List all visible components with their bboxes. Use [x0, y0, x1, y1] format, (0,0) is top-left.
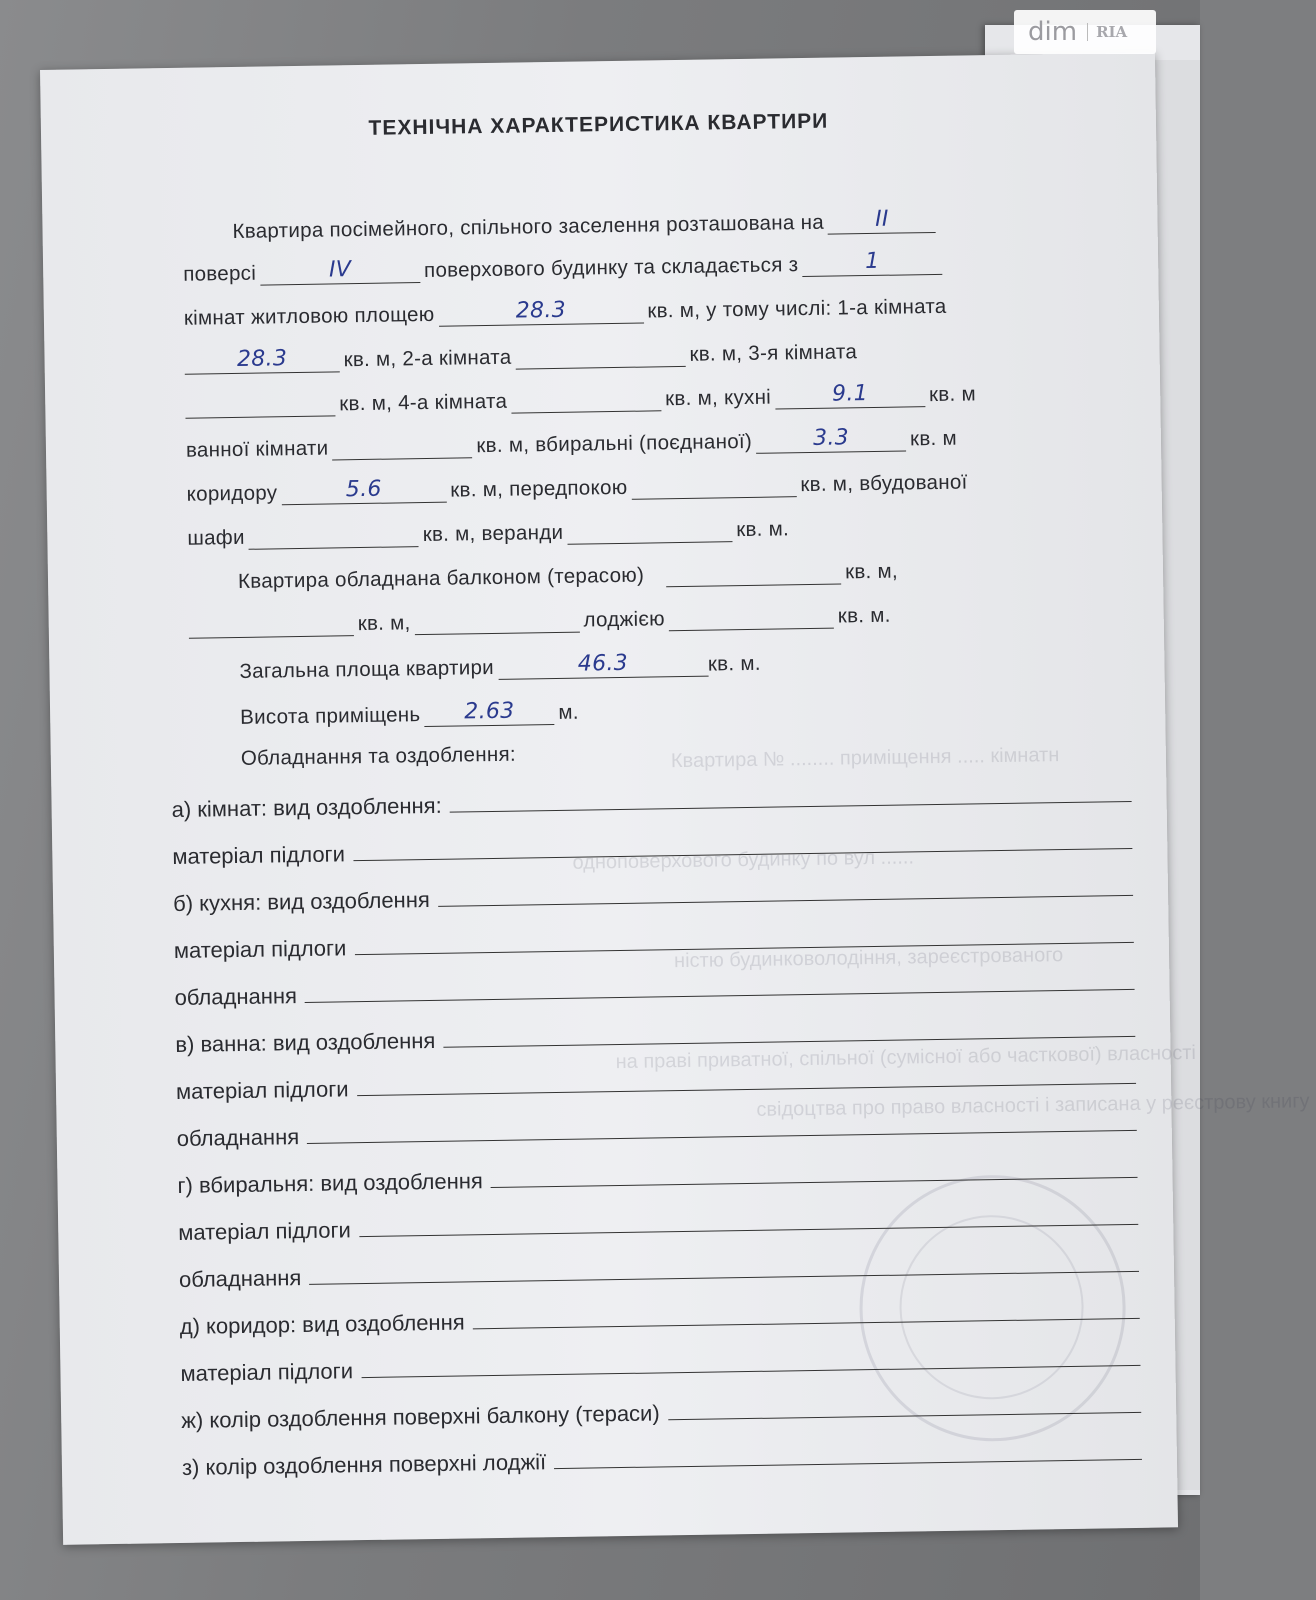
form-line-3 [184, 289, 1114, 338]
finish-item-toilet: г) вбиральня: вид оздоблення [177, 1144, 1138, 1199]
label: кв. м, вбиральні (поєднаної) [476, 429, 753, 458]
room3-area-value [185, 389, 335, 418]
form-line-12 [240, 688, 1170, 737]
label: ванної кімнати [185, 436, 329, 462]
blank-line [450, 800, 1132, 813]
blank-line [305, 988, 1135, 1003]
bathroom-area-value [332, 431, 472, 460]
label: кв. м. [736, 517, 790, 542]
blank-line [668, 1411, 1141, 1420]
blank-line [307, 1129, 1137, 1144]
label: Квартира посімейного, спільного заселення розташована на [232, 210, 825, 243]
finish-item-rooms-floor: матеріал підлоги [172, 815, 1133, 870]
label: кв. м, вбудованої [800, 470, 968, 497]
page-title: ТЕХНІЧНА ХАРАКТЕРИСТИКА КВАРТИРИ [368, 109, 829, 140]
label: кв. м, 2-а кімната [343, 345, 512, 372]
finish-item-bath: в) ванна: вид оздоблення [175, 1003, 1136, 1058]
form-line-11 [239, 642, 1169, 691]
corridor-area-value: 5.6 [281, 476, 446, 506]
label: поверхового будинку та складається з [423, 253, 799, 282]
label: кв. м, 3-я кімната [689, 340, 858, 366]
bleed-through-text: одноповерхового будинку по вул ...... [572, 846, 915, 874]
terrace-area-value [414, 606, 579, 636]
watermark-sub: RIA [1087, 23, 1127, 41]
finish-item-bath-equipment: обладнання [176, 1097, 1137, 1152]
finish-item-kitchen-equipment: обладнання [174, 956, 1135, 1011]
room4-area-value [511, 384, 661, 413]
bleed-through-text: свідоцтва про право власності і записана у реєстрову книгу [756, 1090, 1310, 1121]
toilet-area-value: 3.3 [756, 424, 906, 453]
label: кв. м. [707, 651, 761, 676]
finish-item-corridor-floor: матеріал підлоги [180, 1332, 1141, 1387]
finish-item-balcony-color: ж) колір оздоблення поверхні балкону (тераси) [181, 1379, 1142, 1434]
form-line-8 [187, 509, 1117, 558]
document-page [40, 52, 1310, 1544]
watermark-logo [1014, 10, 1156, 54]
building-floors-value: IV [260, 256, 420, 286]
label: м. [558, 700, 579, 724]
label: Висота приміщень [240, 703, 421, 729]
label: лоджією [583, 607, 666, 632]
form-line-9 [238, 552, 1168, 601]
label: Квартира обладнана балконом (терасою) [237, 563, 645, 593]
total-area-value: 46.3 [498, 650, 708, 680]
label: кімнат житловою площею [183, 302, 435, 330]
blank-line [353, 847, 1132, 861]
room1-area-value: 28.3 [184, 345, 339, 374]
finish-item-toilet-floor: матеріал підлоги [178, 1191, 1139, 1246]
living-area-value: 28.3 [438, 297, 643, 327]
form-line-10 [189, 597, 1119, 646]
finish-item-kitchen-floor: матеріал підлоги [173, 909, 1134, 964]
label: кв. м, [844, 559, 899, 584]
rooms-count-value: 1 [802, 248, 942, 277]
label: коридору [186, 481, 278, 506]
bleed-through-text: на праві приватної, спільної (сумісної або часткової) власності [615, 1041, 1197, 1074]
finish-item-toilet-equipment: обладнання [179, 1238, 1140, 1293]
closets-area-value [249, 520, 419, 550]
form-line-7 [186, 465, 1116, 514]
form-line-6 [186, 421, 1116, 470]
label: кв. м, у тому числі: 1-а кімната [647, 294, 947, 323]
room2-area-value [515, 340, 685, 370]
label: кв. м, веранди [422, 520, 564, 547]
bleed-through-text: Квартира № ........ приміщення ..... кімнатн [670, 744, 1060, 773]
floor-value: ІІ [828, 206, 936, 235]
balcony-area-value [666, 557, 841, 587]
label: кв. м, [357, 611, 411, 636]
veranda-area-value [567, 515, 732, 545]
form-line-5 [185, 377, 1115, 426]
finish-item-bath-floor: матеріал підлоги [176, 1050, 1137, 1105]
label: кв. м, кухні [664, 385, 772, 411]
label: кв. м [928, 382, 977, 407]
finish-item-kitchen: б) кухня: вид оздоблення [173, 862, 1134, 917]
label: Загальна площа квартири [239, 655, 495, 683]
form-line-1 [232, 202, 1162, 251]
form-line-2 [183, 245, 1113, 294]
finish-item-rooms: а) кімнат: вид оздоблення: [171, 768, 1132, 823]
hallway-area-value [631, 470, 796, 500]
loggia-area-value [669, 602, 834, 632]
blank-line [438, 894, 1133, 907]
ceiling-height-value: 2.63 [424, 698, 554, 727]
label: поверсі [183, 261, 257, 286]
label: кв. м, 4-а кімната [339, 389, 508, 416]
form-line-4 [184, 333, 1114, 382]
finish-item-loggia-color: з) колір оздоблення поверхні лоджії [182, 1426, 1143, 1481]
watermark-brand: dim [1028, 17, 1078, 47]
label: кв. м. [837, 603, 891, 628]
finish-item-corridor: д) коридор: вид оздоблення [179, 1285, 1140, 1340]
section-heading: Обладнання та оздоблення: [240, 742, 517, 770]
blank-line [554, 1458, 1142, 1469]
label: кв. м, передпокою [450, 475, 628, 502]
balcony-area-extra-value [189, 609, 354, 639]
label: кв. м [909, 426, 958, 451]
kitchen-area-value: 9.1 [775, 380, 925, 409]
label: шафи [187, 525, 245, 550]
bleed-through-text: ністю будинковолодіння, зареєстрованого [673, 944, 1064, 973]
